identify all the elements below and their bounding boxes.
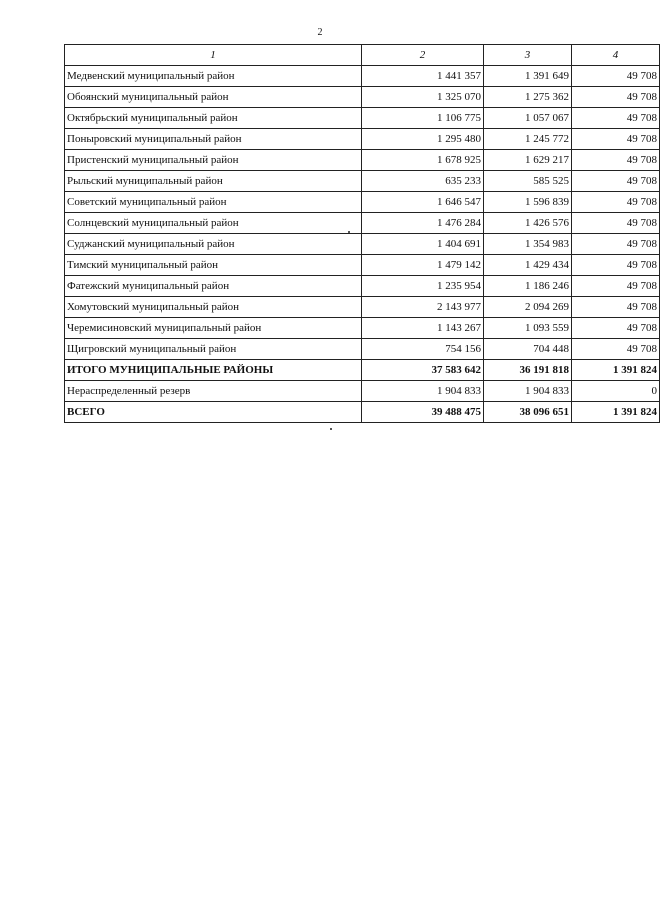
district-name: Суджанский муниципальный район [65,234,362,255]
col-2-value: 1 646 547 [362,192,484,213]
table-row [65,171,660,192]
district-name: Солнцевский муниципальный район [65,213,362,234]
scan-speck [348,231,350,233]
table-row [65,87,660,108]
table-row [65,234,660,255]
district-name: Пристенский муниципальный район [65,150,362,171]
col-3-value: 1 391 649 [484,66,572,87]
col-3-value: 1 596 839 [484,192,572,213]
col-4-value: 49 708 [572,318,660,339]
subtotal-label: ИТОГО МУНИЦИПАЛЬНЫЕ РАЙОНЫ [65,360,362,381]
col-2-value: 1 476 284 [362,213,484,234]
table-row [65,213,660,234]
col-4-value: 49 708 [572,66,660,87]
subtotal-col-3: 36 191 818 [484,360,572,381]
table-row [65,150,660,171]
subtotal-row [65,360,660,381]
district-name: Медвенский муниципальный район [65,66,362,87]
page-number: 2 [317,27,323,38]
col-2-value: 1 404 691 [362,234,484,255]
col-3-value: 585 525 [484,171,572,192]
table-row [65,297,660,318]
column-header-2: 2 [362,45,484,66]
district-name: Фатежский муниципальный район [65,276,362,297]
total-col-4: 1 391 824 [572,402,660,423]
column-header-3: 3 [484,45,572,66]
col-4-value: 49 708 [572,276,660,297]
subtotal-col-2: 37 583 642 [362,360,484,381]
scan-speck [330,428,332,430]
col-4-value: 49 708 [572,108,660,129]
col-2-value: 635 233 [362,171,484,192]
district-name: Советский муниципальный район [65,192,362,213]
col-3-value: 1 245 772 [484,129,572,150]
col-3-value: 1 057 067 [484,108,572,129]
reserve-row [65,381,660,402]
col-3-value: 1 354 983 [484,234,572,255]
col-3-value: 704 448 [484,339,572,360]
table-row [65,66,660,87]
district-name: Обоянский муниципальный район [65,87,362,108]
col-4-value: 49 708 [572,192,660,213]
col-2-value: 1 325 070 [362,87,484,108]
table-row [65,339,660,360]
col-3-value: 1 275 362 [484,87,572,108]
col-4-value: 49 708 [572,297,660,318]
district-name: Рыльский муниципальный район [65,171,362,192]
table-row [65,129,660,150]
district-name: Хомутовский муниципальный район [65,297,362,318]
col-2-value: 1 441 357 [362,66,484,87]
col-3-value: 1 426 576 [484,213,572,234]
col-4-value: 49 708 [572,150,660,171]
col-2-value: 1 295 480 [362,129,484,150]
district-name: Черемисиновский муниципальный район [65,318,362,339]
reserve-col-2: 1 904 833 [362,381,484,402]
table-row [65,108,660,129]
district-name: Щигровский муниципальный район [65,339,362,360]
col-2-value: 1 678 925 [362,150,484,171]
district-name: Октябрьский муниципальный район [65,108,362,129]
reserve-col-3: 1 904 833 [484,381,572,402]
reserve-col-4: 0 [572,381,660,402]
total-label: ВСЕГО [65,402,362,423]
col-4-value: 49 708 [572,129,660,150]
column-header-4: 4 [572,45,660,66]
total-row [65,402,660,423]
total-col-2: 39 488 475 [362,402,484,423]
reserve-label: Нераспределенный резерв [65,381,362,402]
col-2-value: 754 156 [362,339,484,360]
col-3-value: 1 093 559 [484,318,572,339]
col-3-value: 1 629 217 [484,150,572,171]
col-3-value: 1 186 246 [484,276,572,297]
table-row [65,255,660,276]
budget-table [64,44,660,423]
col-4-value: 49 708 [572,255,660,276]
col-4-value: 49 708 [572,213,660,234]
col-2-value: 1 479 142 [362,255,484,276]
total-col-3: 38 096 651 [484,402,572,423]
table-row [65,318,660,339]
col-4-value: 49 708 [572,171,660,192]
district-name: Поныровский муниципальный район [65,129,362,150]
header-row [65,45,660,66]
table-row [65,192,660,213]
subtotal-col-4: 1 391 824 [572,360,660,381]
col-2-value: 2 143 977 [362,297,484,318]
col-3-value: 2 094 269 [484,297,572,318]
col-4-value: 49 708 [572,234,660,255]
col-4-value: 49 708 [572,87,660,108]
col-3-value: 1 429 434 [484,255,572,276]
col-4-value: 49 708 [572,339,660,360]
col-2-value: 1 235 954 [362,276,484,297]
col-2-value: 1 143 267 [362,318,484,339]
table-row [65,276,660,297]
col-2-value: 1 106 775 [362,108,484,129]
column-header-1: 1 [65,45,362,66]
district-name: Тимский муниципальный район [65,255,362,276]
